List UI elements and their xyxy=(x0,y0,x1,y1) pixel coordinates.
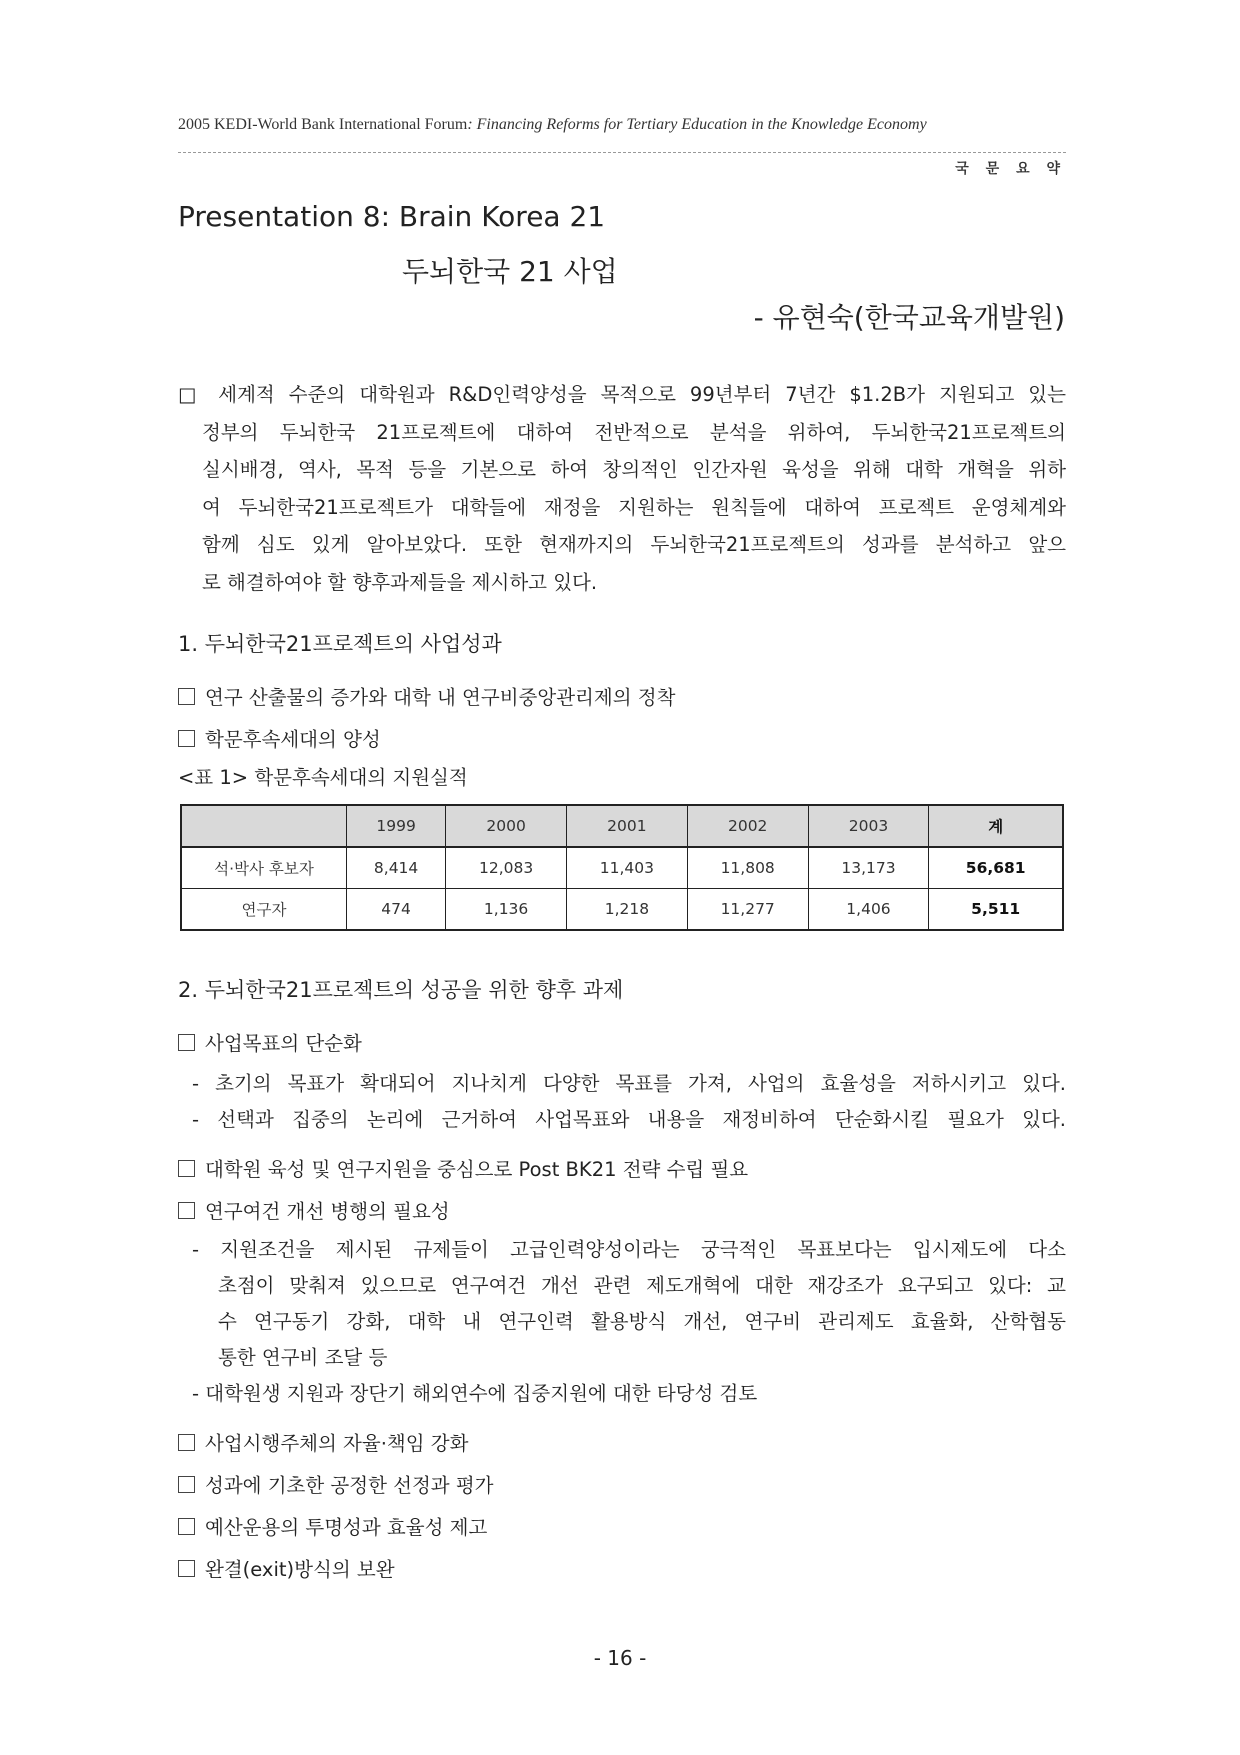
dash-item-continuation: 초점이 맞춰져 있으므로 연구여건 개선 관련 제도개혁에 대한 재강조가 요구되고 있다: 교 xyxy=(218,1274,1066,1297)
page-number: - 16 - xyxy=(593,1646,647,1670)
table-cell: 13,173 xyxy=(808,847,929,889)
bullet-text: 성과에 기초한 공정한 선정과 평가 xyxy=(205,1474,494,1497)
checkbox-icon xyxy=(178,1434,195,1451)
header-divider xyxy=(178,152,1066,153)
table-cell: 1,406 xyxy=(808,889,929,931)
bullet-text: 학문후속세대의 양성 xyxy=(205,728,381,751)
bullet-text: 사업시행주체의 자율·책임 강화 xyxy=(205,1432,469,1455)
table-header-cell xyxy=(181,805,347,847)
checkbox-icon xyxy=(178,1160,195,1177)
dash-item: - 대학원생 지원과 장단기 해외연수에 집중지원에 대한 타당성 검토 xyxy=(192,1382,758,1405)
table-row xyxy=(181,847,1063,889)
table-header-cell: 2003 xyxy=(808,805,929,847)
table-header-cell: 2002 xyxy=(687,805,808,847)
table-cell: 12,083 xyxy=(446,847,567,889)
table-cell: 1,136 xyxy=(446,889,567,931)
presentation-title: Presentation 8: Brain Korea 21 xyxy=(178,200,606,233)
table-cell-total: 5,511 xyxy=(929,889,1063,931)
checkbox-bullet xyxy=(178,724,381,752)
section-2-heading: 2. 두뇌한국21프로젝트의 성공을 위한 향후 과제 xyxy=(178,978,624,1002)
intro-line: 정부의 두뇌한국 21프로젝트에 대하여 전반적으로 분석을 위하여, 두뇌한국21프로젝트의 xyxy=(202,420,1066,444)
table-cell: 8,414 xyxy=(347,847,446,889)
dash-item-continuation: 통한 연구비 조달 등 xyxy=(218,1346,388,1369)
checkbox-icon xyxy=(178,1202,195,1219)
checkbox-bullet xyxy=(178,682,675,710)
intro-paragraph xyxy=(178,376,1066,601)
checkbox-bullet xyxy=(178,1554,395,1582)
author-line: - 유현숙(한국교육개발원) xyxy=(753,301,1065,334)
row-label: 연구자 xyxy=(181,889,347,931)
table-cell: 474 xyxy=(347,889,446,931)
bullet-text: 연구 산출물의 증가와 대학 내 연구비중앙관리제의 정착 xyxy=(205,686,676,709)
table-caption: <표 1> 학문후속세대의 지원실적 xyxy=(178,766,468,789)
checkbox-icon xyxy=(178,1518,195,1535)
checkbox-bullet xyxy=(178,1512,487,1540)
checkbox-icon xyxy=(178,1034,195,1051)
table-cell: 1,218 xyxy=(567,889,688,931)
intro-line: 로 해결하여야 할 향후과제들을 제시하고 있다. xyxy=(202,570,598,594)
intro-line: □ 세계적 수준의 대학원과 R&D인력양성을 목적으로 99년부터 7년간 $1.2B가 지원되고 있는 xyxy=(178,383,1066,406)
checkbox-bullet xyxy=(178,1470,494,1498)
checkbox-icon xyxy=(178,1476,195,1493)
intro-line: 실시배경, 역사, 목적 등을 기본으로 하여 창의적인 인간자원 육성을 위해 대학 개혁을 위하 xyxy=(202,458,1066,481)
checkbox-bullet xyxy=(178,1028,362,1056)
checkbox-icon xyxy=(178,730,195,747)
table-cell: 11,403 xyxy=(567,847,688,889)
section-label: 국 문 요 약 xyxy=(955,161,1066,177)
section-1-heading: 1. 두뇌한국21프로젝트의 사업성과 xyxy=(178,632,502,656)
bullet-text: 대학원 육성 및 연구지원을 중심으로 Post BK21 전략 수립 필요 xyxy=(205,1158,749,1181)
support-results-table xyxy=(180,804,1064,931)
running-header xyxy=(178,116,927,134)
table-cell: 11,277 xyxy=(687,889,808,931)
table-row xyxy=(181,889,1063,931)
table-header-cell-total: 계 xyxy=(929,805,1063,847)
table-header-cell: 2000 xyxy=(446,805,567,847)
table-header-cell: 1999 xyxy=(347,805,446,847)
running-header-forum: 2005 KEDI-World Bank International Forum xyxy=(178,116,468,133)
row-label: 석·박사 후보자 xyxy=(181,847,347,889)
bullet-text: 연구여건 개선 병행의 필요성 xyxy=(205,1200,450,1223)
checkbox-icon xyxy=(178,1560,195,1577)
bullet-text: 예산운용의 투명성과 효율성 제고 xyxy=(205,1516,488,1539)
dash-item: - 선택과 집중의 논리에 근거하여 사업목표와 내용을 재정비하여 단순화시킬 필요가 있다. xyxy=(192,1108,1066,1131)
table-header-cell: 2001 xyxy=(567,805,688,847)
running-header-subtitle: : Financing Reforms for Tertiary Education in the Knowledge Economy xyxy=(467,116,927,133)
checkbox-bullet xyxy=(178,1428,468,1456)
dash-item-continuation: 수 연구동기 강화, 대학 내 연구인력 활용방식 개선, 연구비 관리제도 효율화, 산학협동 xyxy=(218,1310,1066,1333)
intro-line: 함께 심도 있게 알아보았다. 또한 현재까지의 두뇌한국21프로젝트의 성과를 분석하고 앞으 xyxy=(202,533,1066,556)
checkbox-bullet xyxy=(178,1196,450,1224)
intro-line: 여 두뇌한국21프로젝트가 대학들에 재정을 지원하는 원칙들에 대하여 프로젝트 운영체계와 xyxy=(202,495,1066,519)
table-cell: 11,808 xyxy=(687,847,808,889)
dash-item: - 지원조건을 제시된 규제들이 고급인력양성이라는 궁극적인 목표보다는 입시제도에 다소 xyxy=(192,1238,1066,1261)
dash-item: - 초기의 목표가 확대되어 지나치게 다양한 목표를 가져, 사업의 효율성을 저하시키고 있다. xyxy=(192,1072,1066,1095)
table-cell-total: 56,681 xyxy=(929,847,1063,889)
checkbox-bullet xyxy=(178,1154,748,1182)
bullet-text: 완결(exit)방식의 보완 xyxy=(205,1558,395,1581)
bullet-text: 사업목표의 단순화 xyxy=(205,1032,362,1055)
presentation-subtitle: 두뇌한국 21 사업 xyxy=(402,255,618,288)
checkbox-icon xyxy=(178,688,195,705)
table-header-row xyxy=(181,805,1063,847)
